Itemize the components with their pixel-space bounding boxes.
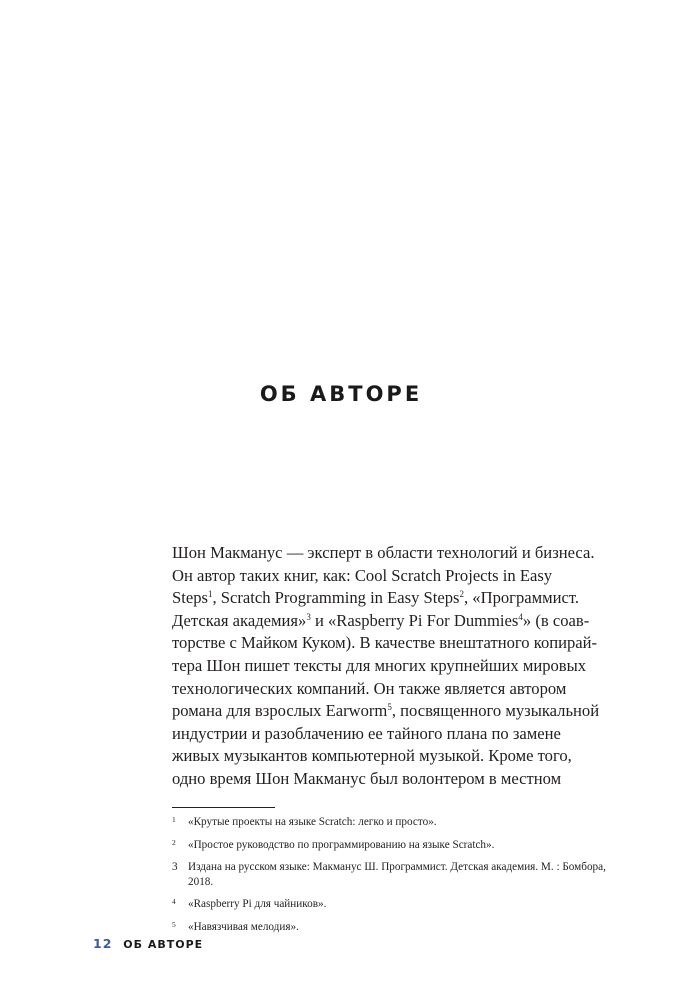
footnote bbox=[172, 838, 612, 853]
text-segment: технологических компаний. Он также является автором bbox=[172, 678, 567, 698]
footnote-number: 2 bbox=[172, 837, 176, 847]
footnote-number: 5 bbox=[172, 919, 176, 929]
text-line bbox=[172, 768, 612, 791]
text-segment: Он автор таких книг, как: Cool Scratch Projects in Easy bbox=[172, 565, 553, 585]
text-line bbox=[172, 565, 612, 588]
text-line bbox=[172, 655, 612, 678]
text-line bbox=[172, 542, 612, 565]
text-segment: и «Raspberry Pi For Dummies bbox=[310, 610, 519, 630]
text-segment: Детская академия» bbox=[172, 610, 307, 630]
text-line bbox=[172, 610, 612, 633]
page-footer bbox=[93, 936, 203, 951]
text-segment: Шон Макманус — эксперт в области технологий и бизнеса. bbox=[172, 543, 595, 562]
text-segment: тера Шон пишет тексты для многих крупнейших мировых bbox=[172, 655, 587, 675]
text-segment: живых музыкантов компьютерной музыкой. Кроме того, bbox=[172, 746, 572, 766]
chapter-heading: ОБ АВТОРЕ bbox=[259, 382, 423, 406]
page-number: 12 bbox=[93, 936, 113, 951]
text-segment: » (в соав- bbox=[522, 610, 590, 630]
text-line bbox=[172, 745, 612, 768]
footnote bbox=[172, 920, 612, 935]
text-line bbox=[172, 723, 612, 746]
footnote-number: 3 bbox=[172, 861, 178, 873]
text-segment: торстве с Майком Куком). В качестве внештатного копирай- bbox=[172, 633, 598, 653]
text-line bbox=[172, 700, 612, 723]
footnote-text: «Навязчивая мелодия». bbox=[188, 920, 299, 933]
footnote-number: 4 bbox=[172, 897, 176, 906]
footnote-text: «Raspberry Pi для чайников». bbox=[188, 898, 327, 910]
text-line bbox=[172, 587, 612, 610]
text-segment: , Scratch Programming in Easy Steps bbox=[212, 588, 460, 608]
text-segment: , «Программист. bbox=[464, 588, 580, 608]
text-segment: , посвященного музыкальной bbox=[391, 701, 600, 721]
running-title: ОБ АВТОРЕ bbox=[123, 938, 204, 951]
footnote-ref: 4 bbox=[518, 611, 523, 622]
footnote-text: «Простое руководство по программированию на языке Scratch». bbox=[188, 838, 495, 851]
footnotes bbox=[172, 815, 612, 942]
footnote-number: 1 bbox=[172, 815, 176, 824]
footnote bbox=[172, 815, 612, 830]
text-line bbox=[172, 632, 612, 655]
footnote-ref: 5 bbox=[387, 702, 392, 713]
text-segment: романа для взрослых Earworm bbox=[172, 701, 388, 721]
footnote-ref: 3 bbox=[306, 611, 311, 622]
footnote-ref: 1 bbox=[207, 589, 213, 600]
footnote bbox=[172, 897, 612, 912]
text-segment: одно время Шон Макманус был волонтером в местном bbox=[172, 768, 562, 788]
footnote-text: «Крутые проекты на языке Scratch: легко и просто». bbox=[188, 816, 437, 828]
footnote-text: Издана на русском языке: Макманус Ш. Программист. Детская академия. М. : Бомбора, 2018. bbox=[188, 861, 606, 888]
body-paragraph bbox=[172, 542, 612, 791]
footnote-ref: 2 bbox=[459, 589, 464, 600]
text-line bbox=[172, 678, 612, 701]
text-segment: Steps bbox=[172, 588, 208, 608]
text-segment: индустрии и разоблачению ее тайного плана по замене bbox=[172, 723, 561, 743]
footnote bbox=[172, 860, 612, 889]
footnote-rule bbox=[172, 807, 275, 808]
